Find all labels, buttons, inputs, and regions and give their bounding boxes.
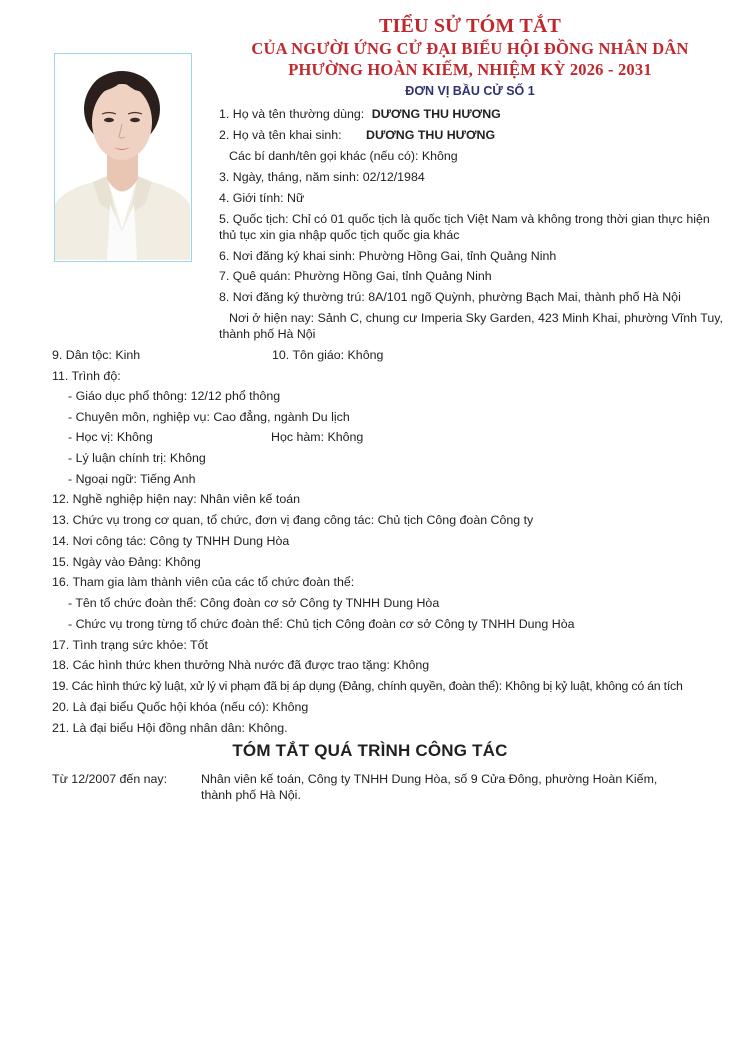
field-organizations: 16. Tham gia làm thành viên của các tổ chức đoàn thể:	[52, 575, 355, 589]
field-national-assembly: 20. Là đại biểu Quốc hội khóa (nếu có): Không	[52, 700, 309, 714]
field-nationality-line1: 5. Quốc tịch: Chỉ có 01 quốc tịch là quốc tịch Việt Nam và không trong thời gian thực hiện	[219, 212, 710, 226]
work-history-title: TÓM TẮT QUÁ TRÌNH CÔNG TÁC	[232, 741, 508, 760]
field-occupation: 12. Nghề nghiệp hiện nay: Nhân viên kế toán	[52, 492, 300, 506]
field-organization-position: - Chức vụ trong từng tổ chức đoàn thể: Chủ tịch Công đoàn cơ sở Công ty TNHH Dung Hòa	[68, 617, 575, 631]
field-peoples-council: 21. Là đại biểu Hội đồng nhân dân: Không.	[52, 721, 288, 735]
field-position: 13. Chức vụ trong cơ quan, tổ chức, đơn vị đang công tác: Chủ tịch Công đoàn Công ty	[52, 513, 534, 527]
field-common-name-label: 1. Họ và tên thường dùng:	[219, 107, 365, 121]
electoral-unit: ĐƠN VỊ BẦU CỬ SỐ 1	[405, 84, 535, 98]
field-common-name-value: DƯƠNG THU HƯƠNG	[371, 107, 501, 121]
field-current-residence-line2: thành phố Hà Nội	[219, 327, 316, 341]
field-birth-registration: 6. Nơi đăng ký khai sinh: Phường Hồng Gai, tỉnh Quảng Ninh	[219, 249, 557, 263]
field-nationality-line2: thủ tục xin gia nhập quốc tịch quốc gia khác	[219, 228, 460, 242]
field-education: 11. Trình độ:	[52, 369, 121, 383]
field-permanent-residence: 8. Nơi đăng ký thường trú: 8A/101 ngõ Quỳnh, phường Bạch Mai, thành phố Hà Nội	[219, 290, 681, 304]
field-health: 17. Tình trạng sức khỏe: Tốt	[52, 638, 208, 652]
document-title: TIỂU SỬ TÓM TẮT	[378, 15, 562, 37]
field-birth-name	[219, 127, 342, 143]
portrait-image-icon	[55, 54, 190, 260]
field-hometown: 7. Quê quán: Phường Hồng Gai, tỉnh Quảng Ninh	[219, 269, 492, 283]
portrait-photo	[54, 53, 192, 262]
field-date-of-birth: 3. Ngày, tháng, năm sinh: 02/12/1984	[219, 170, 425, 184]
document-header	[200, 14, 740, 101]
field-awards: 18. Các hình thức khen thưởng Nhà nước đã được trao tặng: Không	[52, 658, 430, 672]
document-subtitle-line2: PHƯỜNG HOÀN KIẾM, NHIỆM KỲ 2026 - 2031	[288, 60, 652, 79]
work-history-description-line2: thành phố Hà Nội.	[201, 788, 301, 802]
field-political-theory: - Lý luận chính trị: Không	[68, 451, 206, 465]
work-history-description-line1: Nhân viên kế toán, Công ty TNHH Dung Hòa, số 9 Cửa Đông, phường Hoàn Kiếm,	[201, 772, 658, 786]
document-subtitle-line1: CỦA NGƯỜI ỨNG CỬ ĐẠI BIỂU HỘI ĐỒNG NHÂN DÂN	[251, 39, 689, 58]
field-birth-name-value: DƯƠNG THU HƯƠNG	[366, 128, 496, 142]
field-academic-title: Học hàm: Không	[271, 430, 364, 444]
field-gender: 4. Giới tính: Nữ	[219, 191, 305, 205]
field-organization-name: - Tên tổ chức đoàn thể: Công đoàn cơ sở Công ty TNHH Dung Hòa	[68, 596, 440, 610]
field-workplace: 14. Nơi công tác: Công ty TNHH Dung Hòa	[52, 534, 290, 548]
field-religion: 10. Tôn giáo: Không	[272, 348, 384, 362]
work-history-period: Từ 12/2007 đến nay:	[52, 772, 168, 786]
field-common-name	[219, 106, 501, 122]
field-birth-name-label: 2. Họ và tên khai sinh:	[219, 128, 342, 142]
field-current-residence-line1: Nơi ở hiện nay: Sảnh C, chung cư Imperia Sky Garden, 423 Minh Khai, phường Vĩnh Tuy,	[229, 311, 723, 325]
field-foreign-language: - Ngoại ngữ: Tiếng Anh	[68, 472, 196, 486]
field-discipline: 19. Các hình thức kỷ luật, xử lý vi phạm đã bị áp dụng (Đảng, chính quyền, đoàn thể): Không bị kỷ luật, không có án tích	[52, 679, 683, 693]
field-alias: Các bí danh/tên gọi khác (nếu có): Không	[229, 149, 458, 163]
field-ethnicity: 9. Dân tộc: Kinh	[52, 348, 141, 362]
field-professional-education: - Chuyên môn, nghiệp vụ: Cao đẳng, ngành Du lịch	[68, 410, 350, 424]
field-party-admission: 15. Ngày vào Đảng: Không	[52, 555, 201, 569]
field-general-education: - Giáo dục phổ thông: 12/12 phổ thông	[68, 389, 281, 403]
field-academic-degree: - Học vị: Không	[68, 430, 153, 444]
